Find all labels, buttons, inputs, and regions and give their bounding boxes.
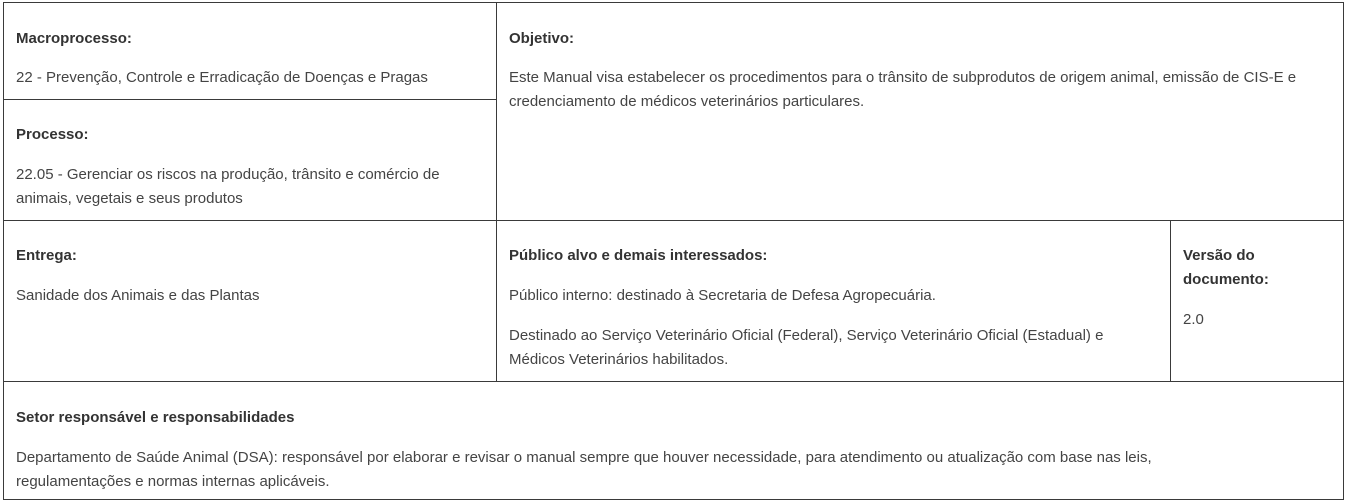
entrega-cell — [4, 221, 497, 382]
macroprocesso-cell — [4, 3, 497, 100]
processo-label: Processo: — [16, 126, 89, 143]
versao-label: Versão do documento: — [1183, 247, 1269, 288]
publico-alvo-cell — [497, 221, 1171, 382]
macroprocesso-value: 22 - Prevenção, Controle e Erradicação de Doenças e Pragas — [16, 69, 428, 86]
processo-cell — [4, 100, 497, 221]
entrega-value: Sanidade dos Animais e das Plantas — [16, 287, 260, 304]
macroprocesso-label: Macroprocesso: — [16, 30, 132, 47]
publico-destinado-text: Destinado ao Serviço Veterinário Oficial (Federal), Serviço Veterinário Oficial (Estadual) e Médicos Veterinários habilitados. — [509, 327, 1104, 368]
publico-alvo-label: Público alvo e demais interessados: — [509, 247, 768, 264]
setor-value: Departamento de Saúde Animal (DSA): responsável por elaborar e revisar o manual sempre que houver necessidade, para atendimento ou atualização com base nas leis, regulamentações e normas internas aplicáveis. — [16, 449, 1152, 490]
document-info-table — [3, 2, 1344, 500]
versao-value: 2.0 — [1183, 311, 1204, 328]
publico-interno-text: Público interno: destinado à Secretaria de Defesa Agropecuária. — [509, 287, 936, 304]
entrega-label: Entrega: — [16, 247, 77, 264]
versao-cell — [1171, 221, 1343, 382]
objetivo-label: Objetivo: — [509, 30, 575, 47]
processo-value: 22.05 - Gerenciar os riscos na produção, trânsito e comércio de animais, vegetais e seus produtos — [16, 166, 440, 207]
objetivo-cell — [497, 3, 1343, 221]
objetivo-value: Este Manual visa estabelecer os procedimentos para o trânsito de subprodutos de origem animal, emissão de CIS-E e credenciamento de médicos veterinários particulares. — [509, 69, 1297, 110]
setor-label: Setor responsável e responsabilidades — [16, 409, 295, 426]
setor-cell — [4, 382, 1343, 499]
